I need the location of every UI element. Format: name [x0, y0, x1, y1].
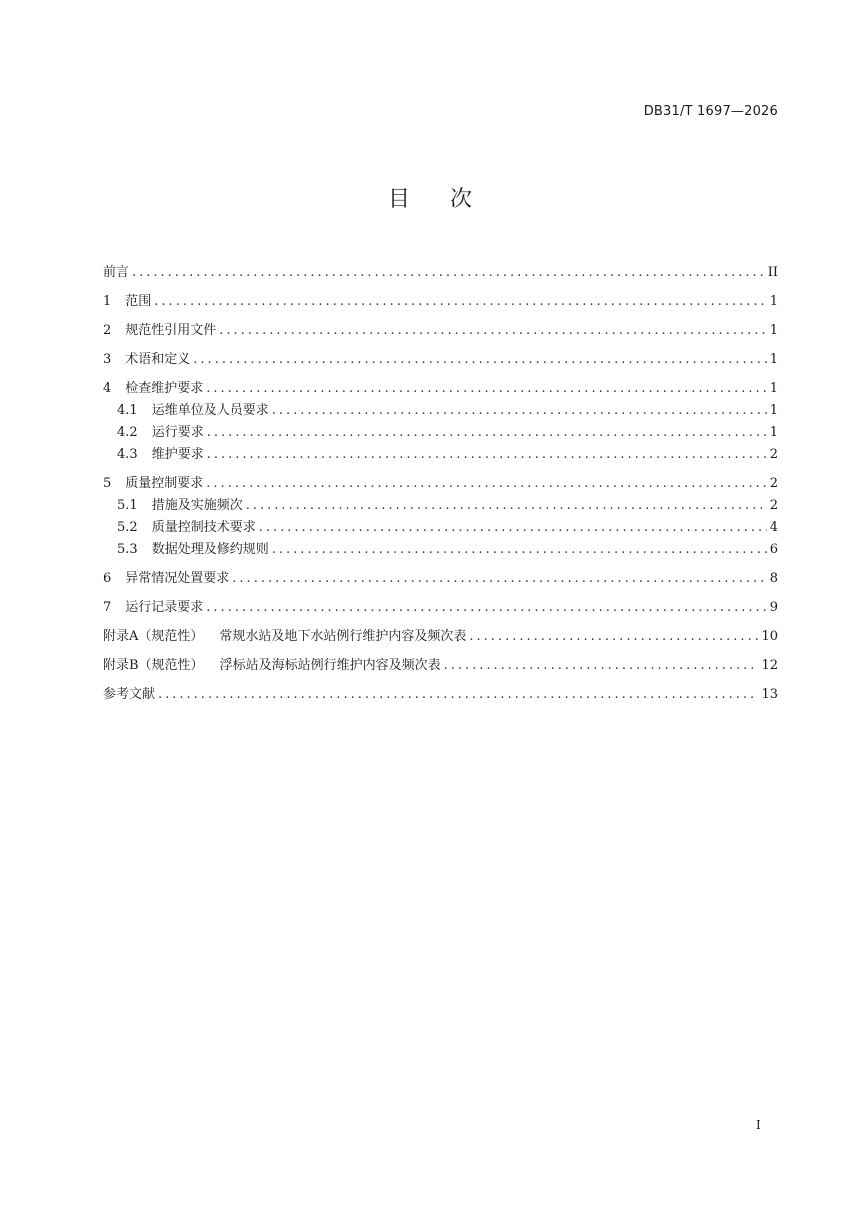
- toc-entry-4-2[interactable]: [103, 422, 778, 444]
- toc-leader: [193, 349, 766, 371]
- document-code: DB31/T 1697—2026: [643, 104, 778, 119]
- toc-entry-bibliography[interactable]: [103, 684, 778, 706]
- toc-entry-number: 2: [103, 323, 112, 338]
- toc-entry-title: 数据处理及修约规则: [151, 542, 269, 557]
- toc-entry-title: 前言: [103, 265, 130, 280]
- toc-entry-page: 1: [769, 352, 778, 367]
- toc-entry-page: 12: [761, 658, 778, 673]
- toc-entry-page: 8: [769, 571, 778, 586]
- toc-entry-page: 2: [769, 476, 778, 491]
- toc-entry-page: 1: [769, 425, 778, 440]
- title-char-2: 次: [450, 187, 473, 212]
- toc-entry-page: II: [767, 265, 778, 280]
- toc-entry-title: 运行记录要求: [125, 600, 204, 615]
- toc-entry-anomaly[interactable]: [103, 568, 778, 590]
- toc-entry-5-3[interactable]: [103, 539, 778, 561]
- toc-entry-page: 1: [769, 294, 778, 309]
- toc-entry-quality-control[interactable]: [103, 473, 778, 495]
- toc-leader: [207, 422, 767, 444]
- toc-entry-appendix-a[interactable]: [103, 626, 778, 648]
- toc-entry-title: 维护要求: [151, 447, 204, 462]
- toc-entry-4-3[interactable]: [103, 444, 778, 466]
- toc-entry-number: 3: [103, 352, 112, 367]
- table-of-contents: [103, 262, 778, 706]
- toc-entry-page: 1: [769, 403, 778, 418]
- toc-leader: [206, 597, 766, 619]
- title-char-1: 目: [387, 187, 410, 212]
- toc-entry-title: 常规水站及地下水站例行维护内容及频次表: [219, 629, 467, 644]
- toc-entry-number: 1: [103, 294, 112, 309]
- toc-entry-number: 7: [103, 600, 112, 615]
- toc-leader: [272, 400, 767, 422]
- toc-entry-number: 6: [103, 571, 112, 586]
- toc-entry-page: 10: [761, 629, 778, 644]
- toc-leader: [207, 444, 767, 466]
- toc-entry-page: 9: [769, 600, 778, 615]
- toc-entry-number: 4: [103, 381, 112, 396]
- toc-entry-scope[interactable]: [103, 291, 778, 313]
- toc-entry-number: 4.1: [117, 403, 138, 418]
- toc-entry-appendix-b[interactable]: [103, 655, 778, 677]
- toc-entry-page: 1: [769, 381, 778, 396]
- toc-entry-title: 规范性引用文件: [125, 323, 217, 338]
- toc-entry-page: 1: [769, 323, 778, 338]
- toc-leader: [272, 539, 767, 561]
- toc-entry-foreword[interactable]: [103, 262, 778, 284]
- toc-leader: [219, 320, 766, 342]
- toc-entry-title: 术语和定义: [125, 352, 191, 367]
- toc-entry-number: 5.3: [117, 542, 138, 557]
- toc-leader: [206, 378, 766, 400]
- toc-entry-records[interactable]: [103, 597, 778, 619]
- page-number: I: [756, 1118, 761, 1132]
- toc-entry-4-1[interactable]: [103, 400, 778, 422]
- toc-leader: [469, 626, 758, 648]
- toc-entry-page: 13: [761, 687, 778, 702]
- toc-entry-title: 质量控制技术要求: [151, 520, 256, 535]
- toc-entry-number: 5.1: [117, 498, 138, 513]
- toc-entry-title: 参考文献: [103, 687, 156, 702]
- toc-leader: [132, 262, 765, 284]
- toc-entry-page: 4: [769, 520, 778, 535]
- toc-entry-title: 运维单位及人员要求: [151, 403, 269, 418]
- toc-leader: [259, 517, 767, 539]
- toc-entry-page: 6: [769, 542, 778, 557]
- toc-entry-normative-references[interactable]: [103, 320, 778, 342]
- toc-entry-title: 范围: [125, 294, 152, 309]
- toc-entry-page: 2: [769, 447, 778, 462]
- toc-entry-5-2[interactable]: [103, 517, 778, 539]
- toc-entry-number: 附录A（规范性）: [103, 629, 204, 644]
- toc-leader: [232, 568, 766, 590]
- toc-leader: [444, 655, 759, 677]
- toc-entry-terms[interactable]: [103, 349, 778, 371]
- toc-entry-title: 措施及实施频次: [151, 498, 243, 513]
- toc-entry-title: 浮标站及海标站例行维护内容及频次表: [219, 658, 441, 673]
- toc-leader: [246, 495, 767, 517]
- toc-entry-title: 检查维护要求: [125, 381, 204, 396]
- page-title: [0, 182, 860, 213]
- toc-entry-title: 异常情况处置要求: [125, 571, 230, 586]
- toc-entry-number: 4.3: [117, 447, 138, 462]
- toc-leader: [158, 684, 758, 706]
- toc-entry-number: 5: [103, 476, 112, 491]
- toc-leader: [154, 291, 766, 313]
- toc-entry-page: 2: [769, 498, 778, 513]
- toc-entry-title: 质量控制要求: [125, 476, 204, 491]
- toc-entry-5-1[interactable]: [103, 495, 778, 517]
- toc-leader: [206, 473, 766, 495]
- toc-entry-number: 4.2: [117, 425, 138, 440]
- toc-entry-number: 附录B（规范性）: [103, 658, 204, 673]
- toc-entry-number: 5.2: [117, 520, 138, 535]
- toc-entry-title: 运行要求: [151, 425, 204, 440]
- toc-entry-inspection[interactable]: [103, 378, 778, 400]
